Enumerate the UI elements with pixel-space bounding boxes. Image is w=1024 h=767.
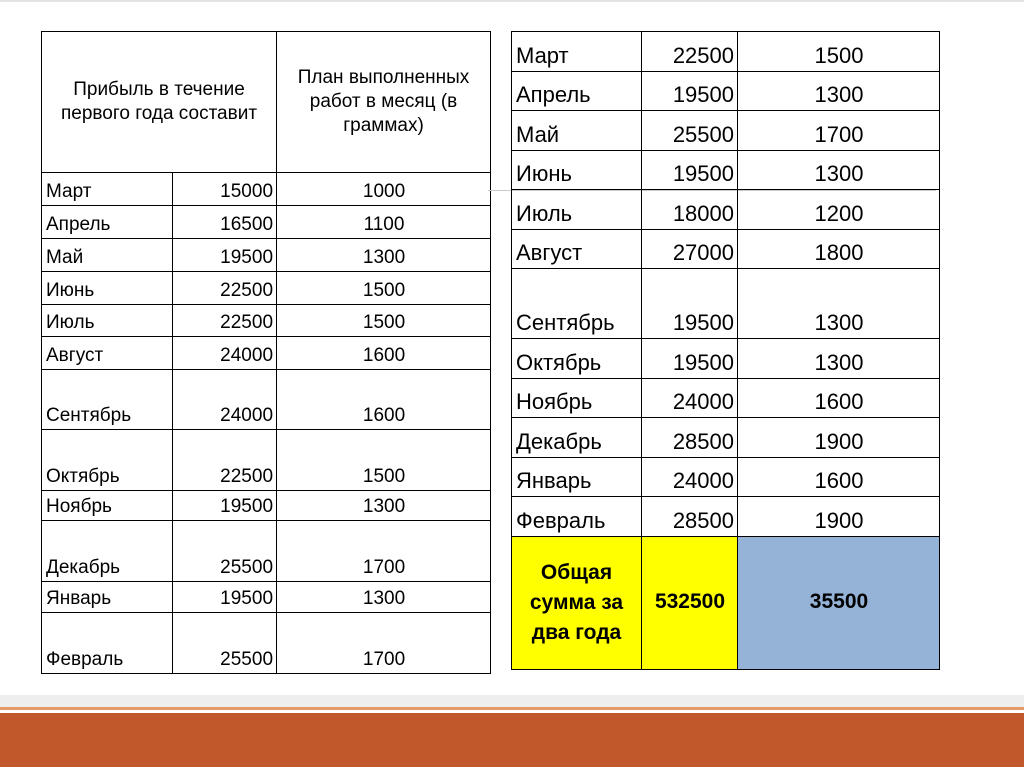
table-row	[512, 458, 940, 497]
plan-cell: 1300	[738, 151, 940, 190]
total-row	[512, 537, 940, 670]
profit-header: Прибыль в течение первого года составит	[42, 32, 277, 173]
table-row	[512, 32, 940, 72]
plan-cell: 1300	[277, 239, 491, 272]
table-row	[42, 521, 491, 582]
profit-cell: 15000	[173, 173, 277, 206]
month-cell: Декабрь	[512, 418, 642, 458]
header-row	[42, 32, 491, 173]
month-cell: Март	[42, 173, 173, 206]
profit-cell: 19500	[173, 239, 277, 272]
table-row	[42, 430, 491, 491]
slide-top-edge	[0, 0, 1024, 2]
plan-cell: 1300	[738, 72, 940, 111]
month-cell: Февраль	[512, 497, 642, 537]
profit-cell: 24000	[173, 337, 277, 370]
table-row	[512, 497, 940, 537]
plan-cell: 1600	[277, 337, 491, 370]
month-cell: Июль	[512, 190, 642, 230]
plan-cell: 1500	[277, 430, 491, 491]
table-row	[42, 582, 491, 613]
profit-cell: 22500	[173, 305, 277, 337]
plan-cell: 1700	[738, 111, 940, 151]
profit-cell: 22500	[173, 272, 277, 305]
plan-header: План выполненных работ в месяц (в граммах)	[277, 32, 491, 173]
month-cell: Май	[512, 111, 642, 151]
table-row	[42, 206, 491, 239]
table-row	[512, 230, 940, 269]
table-row	[512, 269, 940, 339]
table-row	[42, 305, 491, 337]
total-label-cell: Общая сумма за два года	[512, 537, 642, 670]
profit-cell: 24000	[642, 379, 738, 418]
table-row	[512, 72, 940, 111]
profit-cell: 19500	[173, 491, 277, 521]
month-cell: Сентябрь	[42, 370, 173, 430]
profit-cell: 24000	[642, 458, 738, 497]
month-cell: Сентябрь	[512, 269, 642, 339]
profit-cell: 16500	[173, 206, 277, 239]
plan-cell: 1700	[277, 521, 491, 582]
footer-accent-line	[0, 707, 1024, 710]
month-cell: Июнь	[512, 151, 642, 190]
table-row	[512, 151, 940, 190]
footer-bar	[0, 713, 1024, 767]
profit-cell: 19500	[642, 269, 738, 339]
month-cell: Февраль	[42, 613, 173, 674]
table-row	[512, 379, 940, 418]
total-plan-cell: 35500	[738, 537, 940, 670]
table-row	[42, 239, 491, 272]
profit-cell: 22500	[173, 430, 277, 491]
profit-cell: 19500	[642, 151, 738, 190]
table-row	[42, 337, 491, 370]
table-row	[512, 339, 940, 379]
plan-cell: 1300	[277, 582, 491, 613]
profit-cell: 19500	[642, 339, 738, 379]
plan-cell: 1900	[738, 418, 940, 458]
month-cell: Март	[512, 32, 642, 72]
profit-cell: 18000	[642, 190, 738, 230]
profit-cell: 27000	[642, 230, 738, 269]
month-cell: Декабрь	[42, 521, 173, 582]
profit-cell: 24000	[173, 370, 277, 430]
profit-cell: 25500	[173, 521, 277, 582]
plan-cell: 1000	[277, 173, 491, 206]
profit-cell: 22500	[642, 32, 738, 72]
month-cell: Апрель	[512, 72, 642, 111]
plan-cell: 1600	[738, 379, 940, 418]
month-cell: Июнь	[42, 272, 173, 305]
plan-cell: 1500	[277, 305, 491, 337]
plan-cell: 1700	[277, 613, 491, 674]
table-row	[42, 491, 491, 521]
table-row	[42, 370, 491, 430]
profit-cell: 19500	[173, 582, 277, 613]
month-cell: Июль	[42, 305, 173, 337]
month-cell: Январь	[512, 458, 642, 497]
profit-cell: 25500	[642, 111, 738, 151]
plan-cell: 1800	[738, 230, 940, 269]
plan-cell: 1500	[277, 272, 491, 305]
plan-cell: 1500	[738, 32, 940, 72]
plan-cell: 1100	[277, 206, 491, 239]
plan-cell: 1900	[738, 497, 940, 537]
plan-cell: 1300	[738, 269, 940, 339]
table-row	[512, 418, 940, 458]
total-profit-cell: 532500	[642, 537, 738, 670]
table-row	[42, 272, 491, 305]
plan-cell: 1200	[738, 190, 940, 230]
plan-cell: 1600	[738, 458, 940, 497]
footer-shade	[0, 695, 1024, 707]
plan-cell: 1300	[277, 491, 491, 521]
profit-cell: 28500	[642, 497, 738, 537]
month-cell: Октябрь	[512, 339, 642, 379]
table-row	[42, 613, 491, 674]
profit-cell: 28500	[642, 418, 738, 458]
month-cell: Октябрь	[42, 430, 173, 491]
profit-cell: 25500	[173, 613, 277, 674]
month-cell: Ноябрь	[42, 491, 173, 521]
first-year-table	[41, 31, 491, 674]
plan-cell: 1300	[738, 339, 940, 379]
month-cell: Август	[42, 337, 173, 370]
table-row	[42, 173, 491, 206]
profit-cell: 19500	[642, 72, 738, 111]
month-cell: Август	[512, 230, 642, 269]
month-cell: Ноябрь	[512, 379, 642, 418]
second-year-table	[511, 31, 940, 670]
month-cell: Январь	[42, 582, 173, 613]
table-row	[512, 111, 940, 151]
month-cell: Апрель	[42, 206, 173, 239]
month-cell: Май	[42, 239, 173, 272]
plan-cell: 1600	[277, 370, 491, 430]
table-row	[512, 190, 940, 230]
